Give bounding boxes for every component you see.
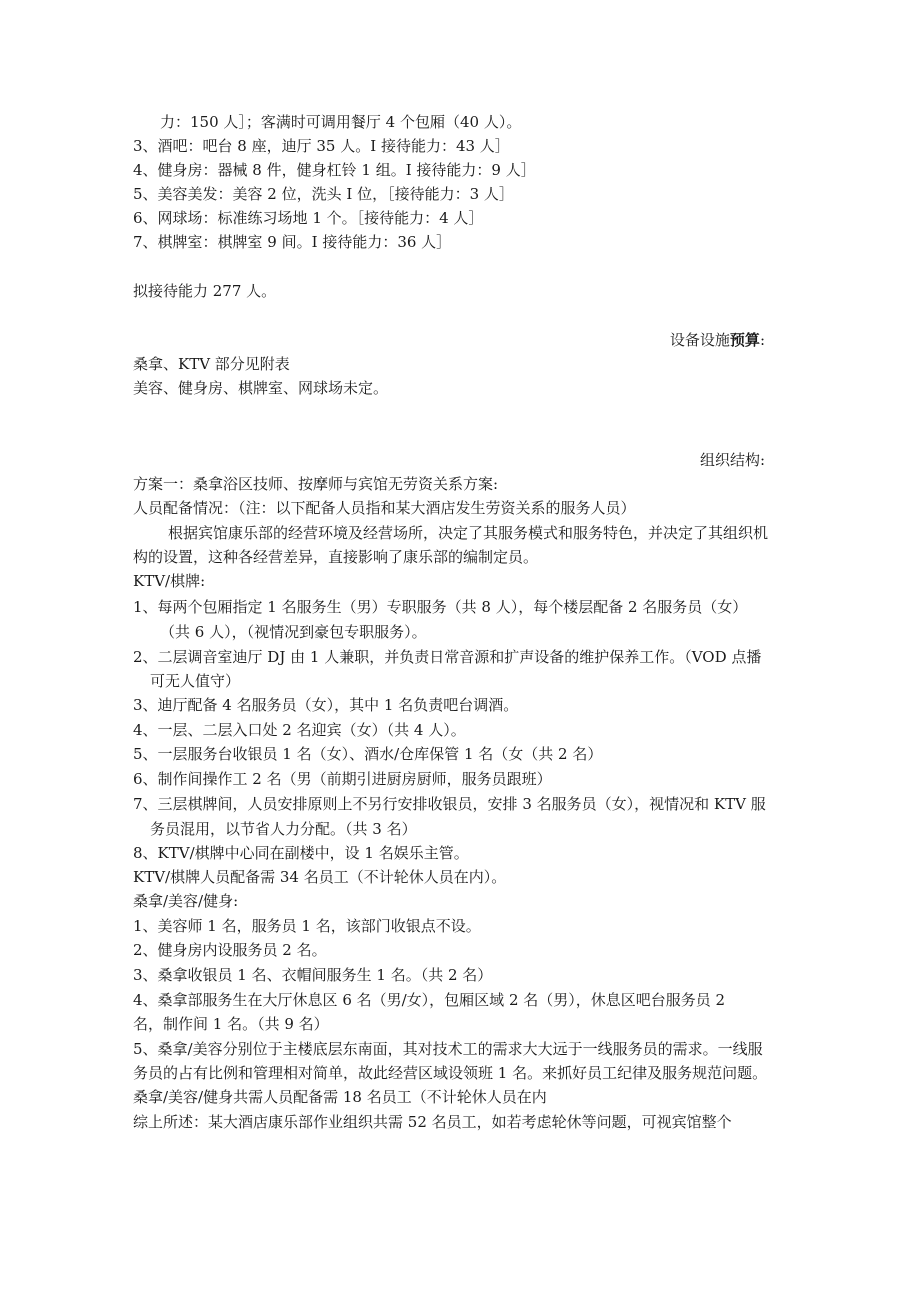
plan-one-title: 方案一：桑拿浴区技师、按摩师与宾馆无劳资关系方案:: [133, 475, 499, 493]
capacity-line-bar: 3、酒吧：吧台 8 座，迪厅 35 人。I 接待能力：43 人］: [133, 137, 510, 155]
sauna-item-4-line-1: 4、桑拿部服务生在大厅休息区 6 名（男/女），包厢区域 2 名（男），休息区吧台服务员 2: [133, 991, 726, 1009]
capacity-line-gym: 4、健身房：器械 8 件，健身杠铃 1 组。I 接待能力：9 人］: [133, 161, 536, 179]
capacity-line-beauty: 5、美容美发：美容 2 位，洗头 I 位，［接待能力：3 人］: [133, 185, 514, 203]
sauna-item-5-line-1: 5、桑拿/美容分别位于主楼底层东南面，其对技术工的需求大大远于一线服务员的需求。一线服: [133, 1040, 763, 1058]
ktv-item-2-line-1: 2、二层调音室迪厅 DJ 由 1 人兼职，并负责日常音源和扩声设备的维护保养工作。（VOD 点播: [133, 648, 762, 666]
ktv-item-6: 6、制作间操作工 2 名（男（前期引进厨房厨师，服务员跟班）: [133, 770, 552, 788]
budget-heading-prefix: 设备设施: [669, 331, 730, 349]
intro-paragraph-line-1: 根据宾馆康乐部的经营环境及经营场所，决定了其服务模式和服务特色，并决定了其组织机: [168, 524, 769, 542]
ktv-item-4: 4、一层、二层入口处 2 名迎宾（女）（共 4 人）。: [133, 721, 466, 739]
capacity-line-tennis: 6、网球场：标准练习场地 1 个。［接待能力：4 人］: [133, 209, 484, 227]
ktv-item-1-line-1: 1、每两个包厢指定 1 名服务生（男）专职服务（共 8 人），每个楼层配备 2 名服务员（女）: [133, 598, 748, 616]
intro-paragraph-line-2: 构的设置，这种各经营差异，直接影响了康乐部的编制定员。: [133, 548, 539, 566]
ktv-item-7-line-1: 7、三层棋牌间，人员安排原则上不另行安排收银员，安排 3 名服务员（女），视情况和 KTV 服: [133, 795, 766, 813]
capacity-line-chess: 7、棋牌室：棋牌室 9 间。I 接待能力：36 人］: [133, 233, 452, 251]
sauna-item-1: 1、美容师 1 名，服务员 1 名，该部门收银点不设。: [133, 917, 481, 935]
ktv-item-8: 8、KTV/棋牌中心同在副楼中，设 1 名娱乐主管。: [133, 844, 469, 862]
summary-line: 综上所述：某大酒店康乐部作业组织共需 52 名员工，如若考虑轮休等问题，可视宾馆整个: [133, 1113, 732, 1131]
ktv-total: KTV/棋牌人员配备需 34 名员工（不计轮休人员在内）。: [133, 868, 507, 886]
sauna-item-2: 2、健身房内设服务员 2 名。: [133, 941, 327, 959]
sauna-item-4-line-2: 名，制作间 1 名。（共 9 名）: [133, 1015, 329, 1033]
ktv-item-7-line-2: 务员混用，以节省人力分配。（共 3 名）: [150, 820, 417, 838]
org-heading: 组织结构:: [699, 451, 765, 469]
budget-heading: [670, 329, 765, 351]
sauna-section-title: 桑拿/美容/健身:: [133, 892, 239, 910]
total-capacity: 拟接待能力 277 人。: [133, 282, 277, 300]
staffing-note: 人员配备情况：（注：以下配备人员指和某大酒店发生劳资关系的服务人员）: [133, 499, 636, 517]
ktv-item-1-line-2: （共 6 人），（视情况到豪包专职服务）。: [160, 623, 427, 641]
budget-heading-bold: 预算: [729, 331, 760, 349]
ktv-item-3: 3、迪厅配备 4 名服务员（女），其中 1 名负责吧台调酒。: [133, 696, 519, 714]
capacity-line-1: 力：150 人］；客满时可调用餐厅 4 个包厢（40 人）。: [160, 113, 522, 131]
ktv-item-5: 5、一层服务台收银员 1 名（女）、酒水/仓库保管 1 名（女（共 2 名）: [133, 745, 603, 763]
sauna-item-3: 3、桑拿收银员 1 名、衣帽间服务生 1 名。（共 2 名）: [133, 966, 493, 984]
sauna-total: 桑拿/美容/健身共需人员配备需 18 名员工（不计轮休人员在内: [133, 1088, 547, 1106]
budget-line-2: 美容、健身房、棋牌室、网球场未定。: [133, 379, 389, 397]
sauna-item-5-line-2: 务员的占有比例和管理相对简单，故此经营区域设领班 1 名。来抓好员工纪律及服务规范问题。: [133, 1064, 768, 1082]
ktv-item-2-line-2: 可无人值守）: [150, 672, 241, 690]
ktv-section-title: KTV/棋牌:: [133, 572, 206, 590]
budget-heading-suffix: :: [759, 331, 765, 349]
budget-line-1: 桑拿、KTV 部分见附表: [133, 355, 290, 373]
